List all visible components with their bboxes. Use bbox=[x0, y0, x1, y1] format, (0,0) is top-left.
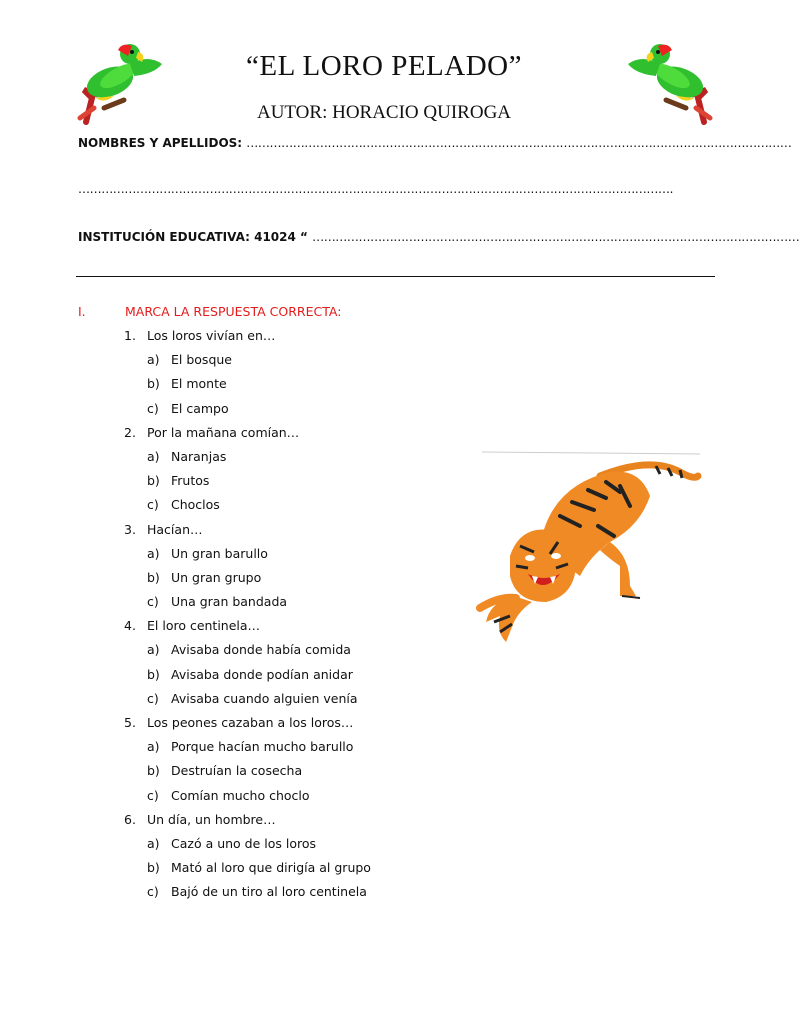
divider-line bbox=[76, 276, 715, 277]
question-line bbox=[124, 328, 371, 352]
question-number: 1. bbox=[124, 328, 136, 343]
answer-option[interactable] bbox=[124, 497, 371, 521]
question-item bbox=[124, 328, 371, 425]
option-text: El bosque bbox=[171, 352, 232, 368]
question-number: 2. bbox=[124, 424, 136, 440]
option-text: Porque hacían mucho barullo bbox=[171, 739, 354, 755]
question-text: Los loros vivían en… bbox=[147, 328, 276, 343]
answer-option[interactable] bbox=[124, 788, 371, 812]
option-text: Una gran bandada bbox=[171, 594, 288, 610]
question-text: Un día, un hombre… bbox=[147, 811, 276, 827]
option-text: Mató al loro que dirigía al grupo bbox=[171, 860, 371, 876]
question-text: El loro centinela… bbox=[147, 618, 261, 634]
tiger-illustration bbox=[480, 446, 702, 660]
option-text: Frutos bbox=[171, 473, 210, 489]
option-letter: a) bbox=[147, 835, 160, 851]
answer-option[interactable] bbox=[124, 570, 371, 594]
answer-option[interactable] bbox=[124, 739, 371, 763]
option-letter: b) bbox=[147, 666, 160, 682]
question-item bbox=[124, 618, 371, 715]
answer-option[interactable] bbox=[124, 594, 371, 618]
names-dots: …………………………………………………………………………………………………………………………… bbox=[246, 136, 792, 150]
option-text: Un gran grupo bbox=[171, 569, 262, 585]
option-letter: c) bbox=[147, 400, 159, 416]
answer-option[interactable] bbox=[124, 546, 371, 570]
answer-option[interactable] bbox=[124, 473, 371, 497]
option-text: Naranjas bbox=[171, 448, 227, 464]
page-title: “EL LORO PELADO” bbox=[246, 50, 522, 82]
section-heading bbox=[78, 304, 341, 319]
answer-option[interactable] bbox=[124, 691, 371, 715]
option-letter: b) bbox=[147, 763, 160, 779]
question-list bbox=[124, 328, 371, 909]
answer-option[interactable] bbox=[124, 352, 371, 376]
answer-option[interactable] bbox=[124, 376, 371, 400]
option-text: El campo bbox=[171, 400, 229, 416]
option-letter: a) bbox=[147, 448, 160, 464]
answer-option[interactable] bbox=[124, 860, 371, 884]
question-line bbox=[124, 425, 371, 449]
question-text: Por la mañana comían… bbox=[147, 424, 300, 440]
answer-option[interactable] bbox=[124, 836, 371, 860]
option-letter: b) bbox=[147, 569, 160, 585]
question-line bbox=[124, 715, 371, 739]
question-item bbox=[124, 425, 371, 522]
option-letter: b) bbox=[147, 473, 160, 489]
option-letter: b) bbox=[147, 376, 160, 392]
school-dots: ……………………………………………………………………………………………………………… bbox=[312, 230, 799, 244]
option-letter: c) bbox=[147, 787, 159, 803]
option-letter: a) bbox=[147, 352, 160, 368]
question-line bbox=[124, 522, 371, 546]
option-letter: a) bbox=[147, 545, 160, 561]
answer-option[interactable] bbox=[124, 449, 371, 473]
question-text: Los peones cazaban a los loros… bbox=[147, 715, 354, 730]
author-subtitle: AUTOR: HORACIO QUIROGA bbox=[256, 102, 512, 123]
option-text: Avisaba donde había comida bbox=[171, 642, 351, 658]
names-label: NOMBRES Y APELLIDOS: bbox=[78, 136, 243, 150]
answer-option[interactable] bbox=[124, 884, 371, 908]
option-letter: c) bbox=[147, 690, 159, 706]
question-item bbox=[124, 715, 371, 812]
option-letter: b) bbox=[147, 860, 160, 876]
names-line-2 bbox=[78, 182, 708, 196]
option-text: El monte bbox=[171, 376, 227, 392]
option-text: Avisaba donde podían anidar bbox=[171, 666, 353, 682]
option-text: Un gran barullo bbox=[171, 545, 268, 561]
section-number: I. bbox=[78, 304, 86, 319]
school-field bbox=[78, 230, 799, 244]
option-text: Comían mucho choclo bbox=[171, 787, 310, 803]
answer-option[interactable] bbox=[124, 642, 371, 666]
question-number: 6. bbox=[124, 811, 136, 827]
option-text: Avisaba cuando alguien venía bbox=[171, 690, 358, 706]
question-line bbox=[124, 618, 371, 642]
names-dots-line2: ………………………………………………………………………………………………………………………………………. bbox=[78, 182, 674, 196]
option-letter: c) bbox=[147, 497, 159, 513]
option-text: Cazó a uno de los loros bbox=[171, 835, 317, 851]
option-letter: a) bbox=[147, 739, 160, 755]
question-item bbox=[124, 522, 371, 619]
section-title: MARCA LA RESPUESTA CORRECTA: bbox=[125, 304, 342, 319]
question-number: 5. bbox=[124, 715, 136, 730]
option-letter: a) bbox=[147, 642, 160, 658]
answer-option[interactable] bbox=[124, 401, 371, 425]
question-number: 4. bbox=[124, 618, 136, 634]
option-text: Bajó de un tiro al loro centinela bbox=[171, 884, 367, 900]
school-label: INSTITUCIÓN EDUCATIVA: 41024 “ bbox=[78, 230, 308, 244]
question-text: Hacían… bbox=[147, 521, 203, 537]
answer-option[interactable] bbox=[124, 667, 371, 691]
answer-option[interactable] bbox=[124, 763, 371, 787]
option-letter: c) bbox=[147, 884, 159, 900]
option-text: Choclos bbox=[171, 497, 220, 513]
names-field bbox=[78, 136, 792, 150]
option-letter: c) bbox=[147, 594, 159, 610]
question-number: 3. bbox=[124, 521, 136, 537]
question-line bbox=[124, 812, 371, 836]
question-item bbox=[124, 812, 371, 909]
option-text: Destruían la cosecha bbox=[171, 763, 303, 779]
